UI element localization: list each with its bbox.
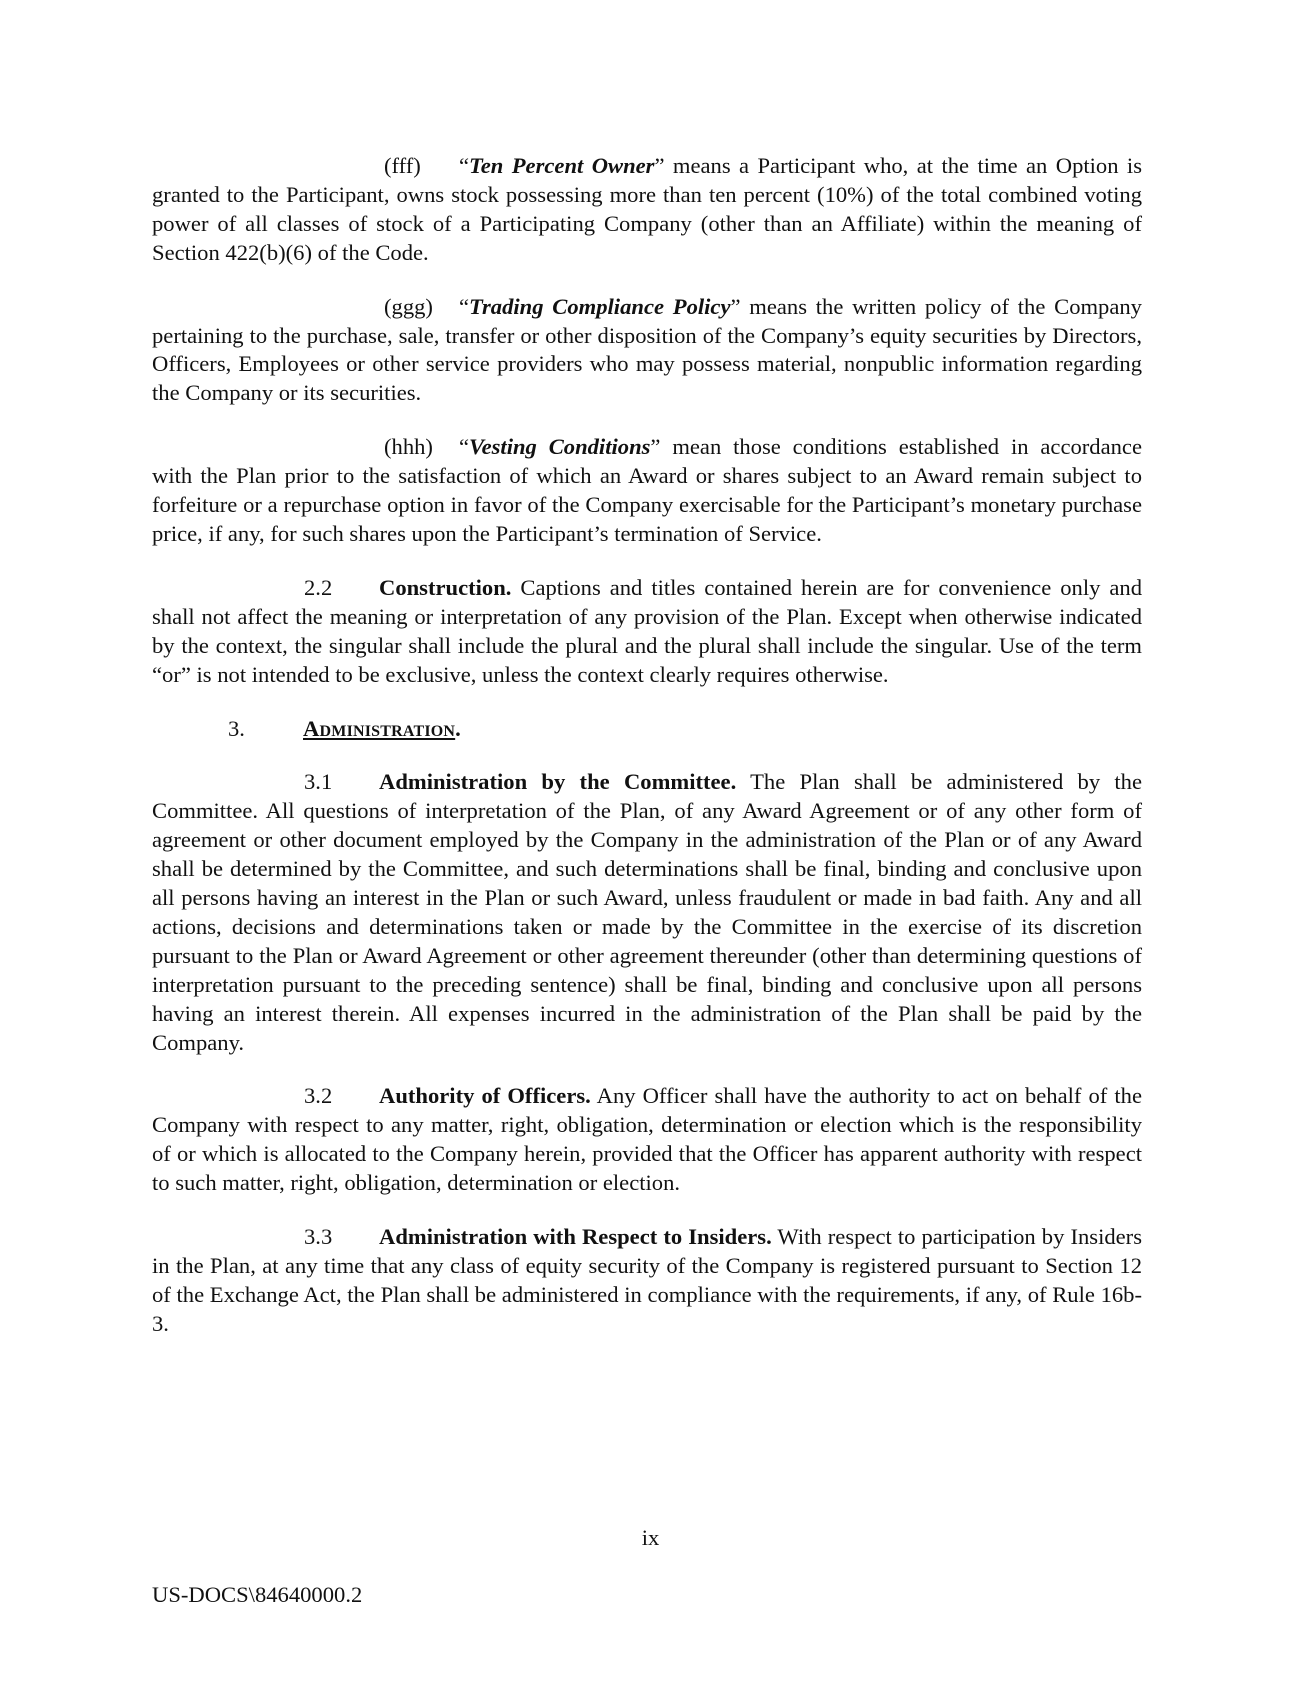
section-title: Administration by the Committee. <box>379 769 737 795</box>
heading-period: . <box>455 715 461 741</box>
section-heading-administration <box>152 715 1142 744</box>
section-number: 3.3 <box>304 1224 333 1250</box>
definition-number: (hhh) <box>384 434 433 460</box>
section-number: 2.2 <box>304 574 333 600</box>
definition-trading-compliance-policy <box>152 293 1142 409</box>
heading-number: 3. <box>228 715 245 741</box>
heading-title: Administration <box>303 715 456 741</box>
document-page <box>152 152 1142 1339</box>
document-id: US-DOCS\84640000.2 <box>152 1582 363 1607</box>
section-text: Any Officer shall have the authority to act on behalf of the Company with respect to any matter, right, obligation, determination or election which is the responsibility of or which is allocated to the Company herein, provided that the Officer has apparent authority with respect to such matter, right, obligation, determination or election. <box>152 1083 1143 1196</box>
definition-text: mean those conditions established in accordance with the Plan prior to the satisfaction of which an Award or shares subject to an Award remain subject to forfeiture or a repurchase option in favor of the Company exercisable for the Participant’s monetary purchase price, if any, for such shares upon the Participant’s termination of Service. <box>152 434 1142 546</box>
section-administration-by-committee <box>152 768 1142 1057</box>
defined-term: Trading Compliance Policy <box>469 293 731 319</box>
defined-term: Ten Percent Owner <box>469 153 655 178</box>
section-construction <box>152 574 1142 690</box>
section-text: The Plan shall be administered by the Committee. All questions of interpretation of the Plan, of any Award Agreement or of any other form of agreement or other document employed by the Company in the administration of the Plan or of any Award shall be determined by the Committee, and such determinations shall be final, binding and conclusive upon all persons having an interest in the Plan or such Award, unless fraudulent or made in bad faith. Any and all actions, decisions and determinations taken or made by the Committee in the exercise of its discretion pursuant to the Plan or Award Agreement or other agreement thereunder (other than determining questions of interpretation pursuant to the preceding sentence) shall be final, binding and conclusive upon all persons having an interest therein. All expenses incurred in the administration of the Plan shall be paid by the Company. <box>152 769 1142 1055</box>
open-quote: “ <box>459 293 470 319</box>
defined-term: Vesting Conditions <box>469 434 651 460</box>
definition-number: (fff) <box>384 153 421 178</box>
section-authority-of-officers <box>152 1082 1142 1198</box>
section-title: Administration with Respect to Insiders. <box>379 1224 772 1250</box>
section-text: Captions and titles contained herein are for convenience only and shall not affect the meaning or interpretation of any provision of the Plan. Except when otherwise indicated by the context, the singular shall include the plural and the plural shall include the singular. Use of the term “or” is not intended to be exclusive, unless the context clearly requires otherwise. <box>152 574 1142 687</box>
definition-ten-percent-owner <box>152 152 1142 268</box>
section-title: Authority of Officers. <box>379 1083 591 1109</box>
definition-text: means the written policy of the Company pertaining to the purchase, sale, transfer or other disposition of the Company’s equity securities by Directors, Officers, Employees or other service providers who may possess material, nonpublic information regarding the Company or its securities. <box>152 293 1142 406</box>
open-quote: “ <box>459 434 470 460</box>
close-quote: ” <box>730 293 741 319</box>
close-quote: ” <box>650 434 661 460</box>
section-number: 3.2 <box>304 1083 333 1109</box>
close-quote: ” <box>654 153 665 178</box>
definition-text: means a Participant who, at the time an Option is granted to the Participant, owns stock possessing more than ten percent (10%) of the total combined voting power of all classes of stock of a Participating Company (other than an Affiliate) within the meaning of Section 422(b)(6) of the Code. <box>152 153 1142 265</box>
page-number: ix <box>641 1525 660 1550</box>
definition-number: (ggg) <box>384 293 433 319</box>
open-quote: “ <box>459 153 470 178</box>
section-title: Construction. <box>379 574 512 600</box>
section-administration-insiders <box>152 1223 1142 1339</box>
section-number: 3.1 <box>304 769 333 795</box>
definition-vesting-conditions <box>152 433 1142 549</box>
section-text: With respect to participation by Insiders in the Plan, at any time that any class of equity security of the Company is registered pursuant to Section 12 of the Exchange Act, the Plan shall be administered in compliance with the requirements, if any, of Rule 16b-3. <box>152 1224 1142 1336</box>
